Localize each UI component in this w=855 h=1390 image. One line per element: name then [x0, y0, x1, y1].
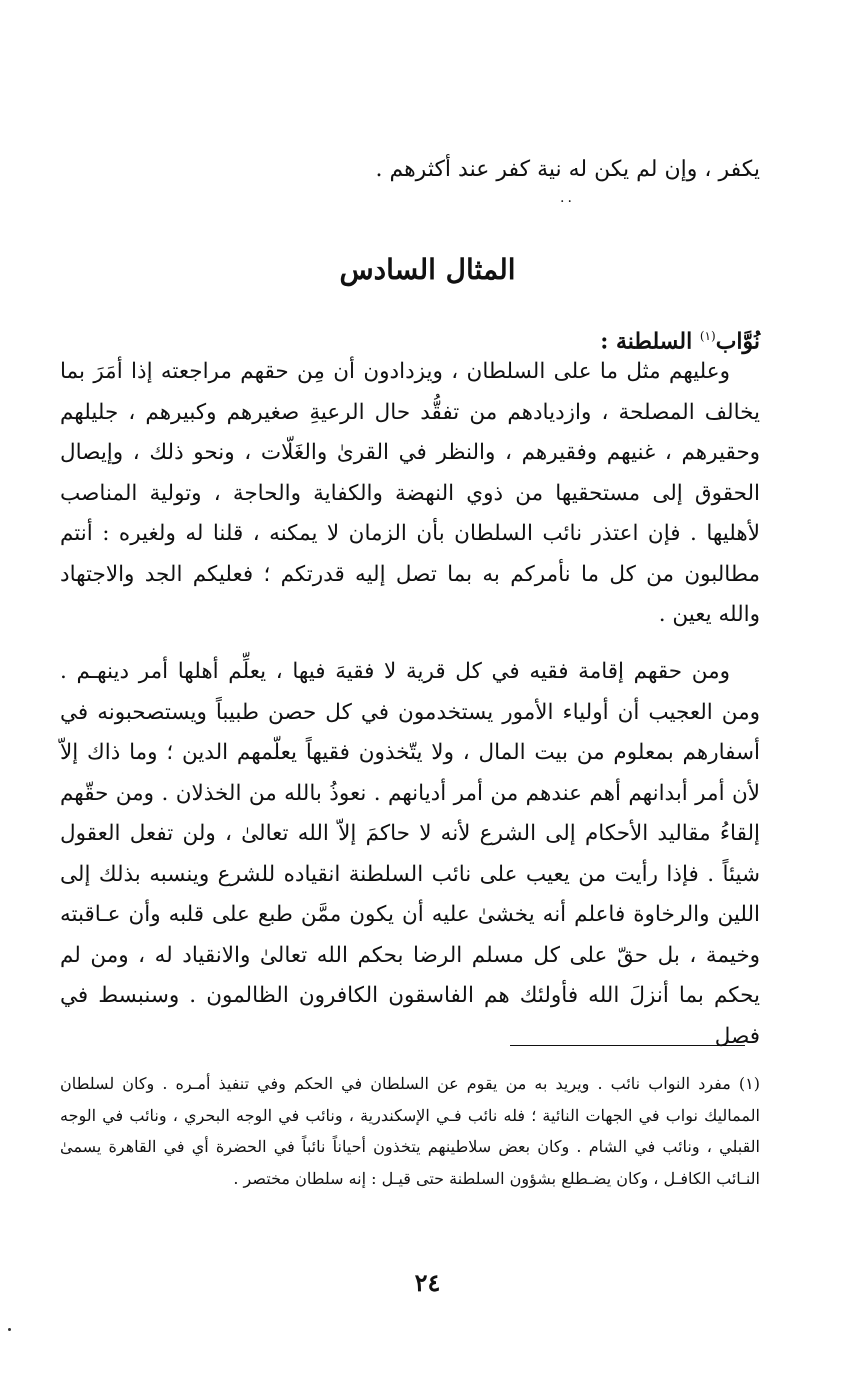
- carryover-line: يكفر ، وإن لم يكن له نية كفر عند أكثرهم .: [375, 157, 760, 182]
- paragraph-2: [60, 652, 760, 1057]
- separator-dots: ..: [560, 190, 575, 206]
- page-number: ٢٤: [414, 1268, 441, 1297]
- subheading-term: نُوَّاب: [715, 328, 760, 355]
- footnote-marker[interactable]: (١): [699, 329, 716, 343]
- paragraph-2-text: ومن حقهم إقامة فقيه في كل قرية لا فقيهَ فيها ، يعلِّم أهلها أمر دينهـم . ومن العجيب أن أولياء الأمور يستخدمون في كل حصن طبيباً ويستصحبونه في أسفارهم بمعلوم من بيت المال ، ولا يتّخذون فقيهاً يعلّمهم الدين ؛ وما ذاك إلاّ لأن أمر أبدانهم أهم عندهم من أمر أديانهم . نعوذُ بالله من الخذلان . ومن حقّهم إلقاءُ مقاليد الأحكام إلى الشرع لأنه لا حاكمَ إلاّ الله تعالىٰ ، ولن تفعل العقول شيئاً . فإذا رأيت من يعيب على نائب السلطنة انقياده للشرع وينسبه بذلك إلى اللين والرخاوة فاعلم أنه يخشىٰ عليه أن يكون ممَّن طبع على قلبه وأن عـاقبته وخيمة ، بل حقّ على كل مسلم الرضا بحكم الله تعالىٰ والانقياد له ، ومن لم يحكم بما أنزلَ الله فأولئك هم الفاسقون الكافرون الظالمون . وسنبسط في فصل: [60, 659, 760, 1049]
- footnote: [60, 1068, 760, 1194]
- footnote-divider: [510, 1045, 745, 1046]
- section-heading: المثال السادس: [339, 253, 516, 286]
- paragraph-1: [60, 352, 760, 636]
- footnote-text: (١) مفرد النواب نائب . ويريد به من يقوم عن السلطان في الحكم وفي تنفيذ أمـره . وكان لسلطان المماليك نواب في الجهات النائية ؛ فله نائب فـي الإسكندرية ، ونائب في الوجه البحري ، ونائب في الوجه القبلي ، ونائب في الشام . وكان بعض سلاطينهم يتخذون أحياناً نائباً في الحضرة أي في القاهرة يسمىٰ النـائب الكافـل ، وكان يضـطلع بشؤون السلطنة حتى قيـل : إنه سلطان مختصر .: [60, 1074, 761, 1188]
- subheading-rest: السلطنة :: [600, 328, 700, 355]
- paragraph-1-text: وعليهم مثل ما على السلطان ، ويزدادون أن مِن حقهم مراجعته إذا أمَرَ بما يخالف المصلحة ، وازديادهم من تفقُّد حال الرعيةِ صغيرهم وكبيرهم ، جليلهم وحقيرهم ، غنيهم وفقيرهم ، والنظر في القرىٰ والغَلّات ، ونحو ذلك ، وإيصال الحقوق إلى مستحقيها من ذوي النهضة والكفاية والحاجة ، وتولية المناصب لأهليها . فإن اعتذر نائب السلطان بأن الزمان لا يمكنه ، قلنا له ولغيره : أنتم مطالبون من كل ما نأمركم به بما تصل إليه قدرتكم ؛ فعليكم الجد والاجتهاد والله يعين .: [60, 359, 760, 627]
- scan-speck: [8, 1328, 11, 1331]
